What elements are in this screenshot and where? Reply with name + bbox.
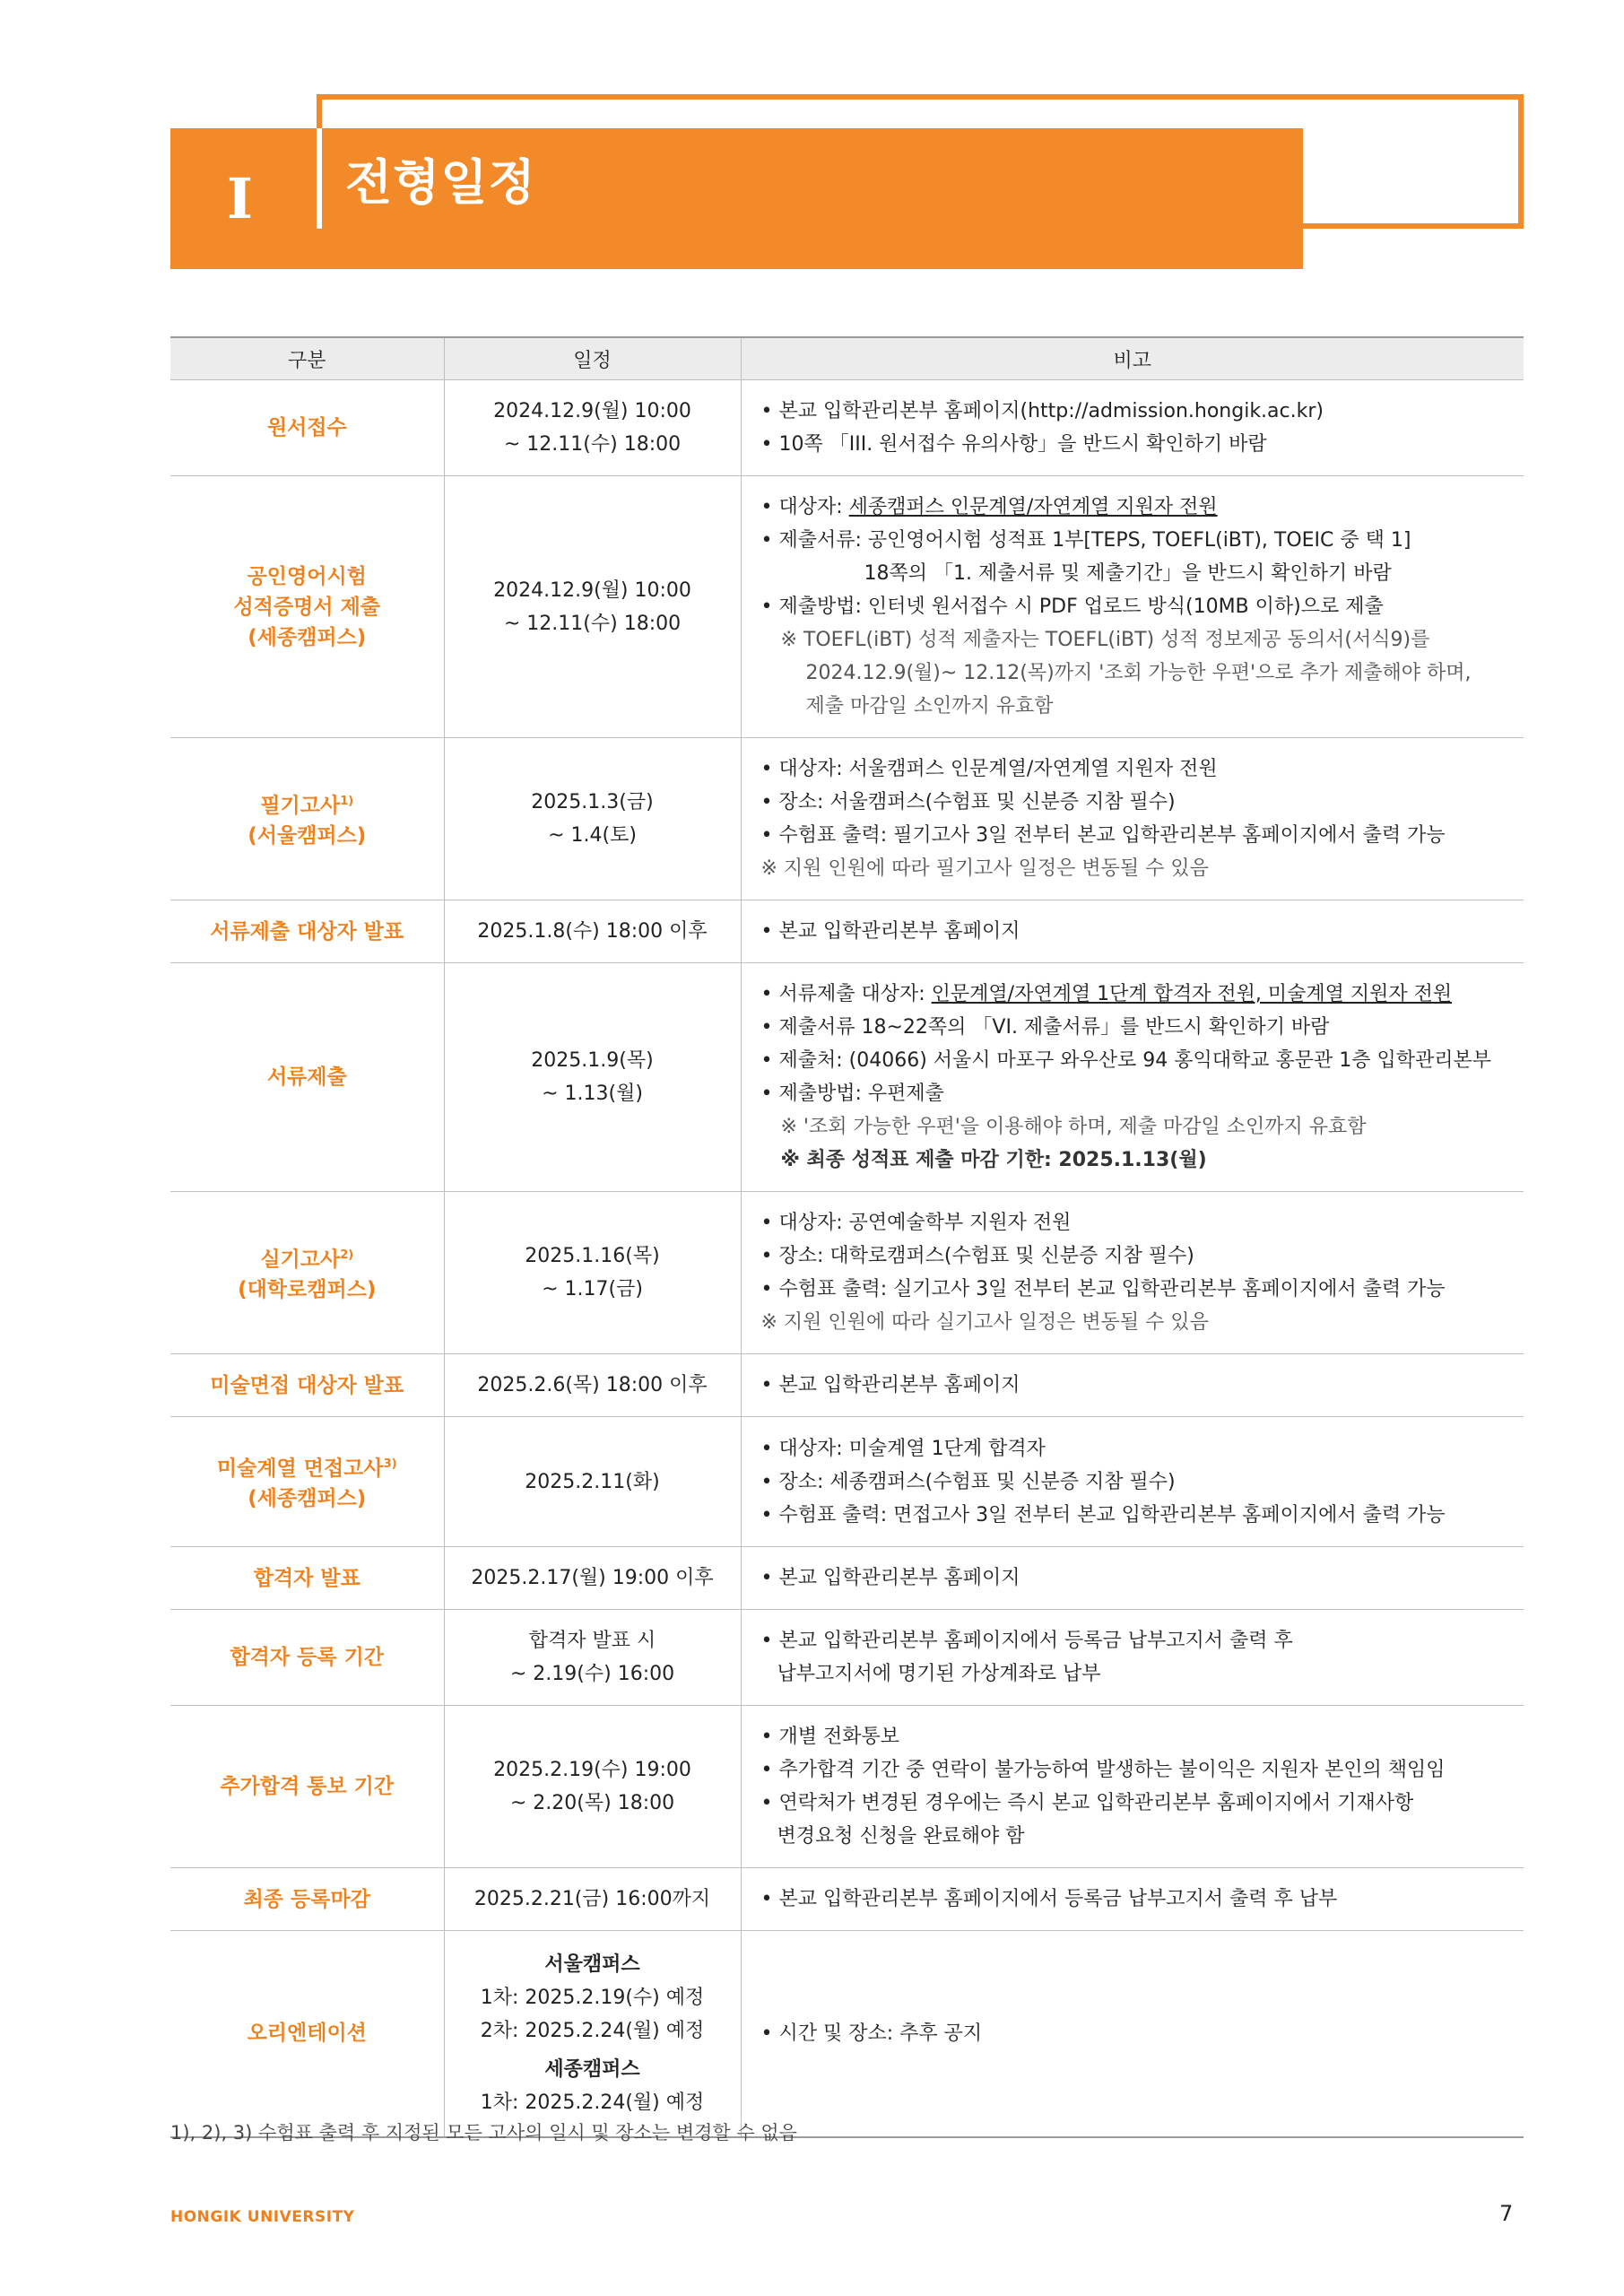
remark-line: • 연락처가 변경된 경우에는 즉시 본교 입학관리본부 홈페이지에서 기재사항 bbox=[761, 1787, 1524, 1820]
remarks-cell bbox=[741, 1354, 1524, 1417]
category-cell bbox=[170, 1868, 444, 1931]
section-numeral: I bbox=[226, 166, 253, 231]
remark-line: ※ 지원 인원에 따라 실기고사 일정은 변동될 수 있음 bbox=[760, 1311, 1209, 1334]
category-label: 합격자 발표 bbox=[253, 1566, 360, 1590]
remarks-cell bbox=[741, 1192, 1524, 1354]
footnote-marker: 1) bbox=[340, 794, 354, 808]
date-line: ~ 2.20(목) 18:00 bbox=[509, 1792, 675, 1814]
remark-line: • 수험표 출력: 실기고사 3일 전부터 본교 입학관리본부 홈페이지에서 출력 가능 bbox=[761, 1273, 1524, 1306]
category-sublabel: (대학로캠퍼스) bbox=[238, 1278, 377, 1302]
remark-line: ※ 지원 인원에 따라 필기고사 일정은 변동될 수 있음 bbox=[760, 857, 1209, 880]
remark-line: • 본교 입학관리본부 홈페이지 bbox=[761, 1561, 1524, 1595]
remarks-cell bbox=[741, 1547, 1524, 1610]
remark-line: • 대상자: 공연예술학부 지원자 전원 bbox=[761, 1206, 1524, 1239]
table-header-row bbox=[170, 337, 1524, 380]
remarks-cell bbox=[741, 1931, 1524, 2137]
category-sublabel: (서울캠퍼스) bbox=[248, 824, 367, 848]
remark-line: • 수험표 출력: 면접고사 3일 전부터 본교 입학관리본부 홈페이지에서 출력 가능 bbox=[761, 1499, 1524, 1532]
remark-line: • 대상자: 서울캠퍼스 인문계열/자연계열 지원자 전원 bbox=[761, 752, 1524, 786]
schedule-cell bbox=[444, 1868, 741, 1931]
category-label: 미술면접 대상자 발표 bbox=[210, 1373, 404, 1397]
remark-line: 제출 마감일 소인까지 유효함 bbox=[805, 695, 1054, 718]
category-cell bbox=[170, 1610, 444, 1706]
category-cell bbox=[170, 1931, 444, 2137]
category-label: 서류제출 bbox=[266, 1065, 347, 1089]
remarks-cell bbox=[741, 380, 1524, 476]
underlined-phrase: 세종캠퍼스 인문계열/자연계열 지원자 전원 bbox=[848, 496, 1218, 518]
remark-line: • 본교 입학관리본부 홈페이지 bbox=[761, 915, 1524, 948]
table-row bbox=[170, 1610, 1524, 1706]
remark-line: • 장소: 세종캠퍼스(수험표 및 신분증 지참 필수) bbox=[761, 1465, 1524, 1499]
remarks-cell bbox=[741, 476, 1524, 738]
page-title: 전형일정 bbox=[345, 153, 536, 211]
remark-line: • 수험표 출력: 필기고사 3일 전부터 본교 입학관리본부 홈페이지에서 출력 가능 bbox=[761, 819, 1524, 852]
header-schedule: 일정 bbox=[444, 337, 741, 380]
remark-line: • 제출방법: 우편제출 bbox=[761, 1077, 1524, 1110]
remark-line: • 장소: 서울캠퍼스(수험표 및 신분증 지참 필수) bbox=[761, 786, 1524, 819]
schedule-cell bbox=[444, 1706, 741, 1868]
remark-line: • 본교 입학관리본부 홈페이지(http://admission.hongik.ac.kr) bbox=[761, 395, 1524, 428]
table-row bbox=[170, 1192, 1524, 1354]
date-line: 2025.1.3(금) bbox=[531, 791, 654, 813]
schedule-cell bbox=[444, 380, 741, 476]
schedule-cell bbox=[444, 1354, 741, 1417]
table-row bbox=[170, 900, 1524, 963]
header-category: 구분 bbox=[170, 337, 444, 380]
date-line: 2025.2.21(금) 16:00까지 bbox=[473, 1888, 711, 1910]
schedule-cell bbox=[444, 1192, 741, 1354]
remarks-cell bbox=[741, 1706, 1524, 1868]
underlined-phrase: 인문계열/자연계열 1단계 합격자 전원, 미술계열 지원자 전원 bbox=[931, 983, 1453, 1005]
date-line: 2025.1.9(목) bbox=[531, 1049, 654, 1072]
schedule-cell bbox=[444, 1417, 741, 1547]
remark-line: 18쪽의 「1. 제출서류 및 제출기간」을 반드시 확인하기 바람 bbox=[864, 562, 1392, 585]
date-line: 2025.1.16(목) bbox=[525, 1245, 660, 1267]
remark-line: • 제출처: (04066) 서울시 마포구 와우산로 94 홍익대학교 홍문관 1층 입학관리본부 bbox=[761, 1044, 1524, 1077]
table-row bbox=[170, 738, 1524, 900]
category-cell bbox=[170, 1547, 444, 1610]
category-cell bbox=[170, 1417, 444, 1547]
date-line: ~ 12.11(수) 18:00 bbox=[503, 612, 682, 635]
table-row bbox=[170, 1931, 1524, 2137]
date-line: 2025.2.17(월) 19:00 이후 bbox=[471, 1567, 714, 1589]
date-line: 2차: 2025.2.24(월) 예정 bbox=[480, 2019, 705, 2042]
date-line: ~ 1.17(금) bbox=[542, 1278, 643, 1300]
date-line: ~ 1.4(토) bbox=[548, 824, 637, 847]
date-line: 2025.2.19(수) 19:00 bbox=[493, 1759, 691, 1781]
table-row bbox=[170, 1417, 1524, 1547]
schedule-cell bbox=[444, 738, 741, 900]
category-cell bbox=[170, 1354, 444, 1417]
date-line: 2025.2.6(목) 18:00 이후 bbox=[477, 1374, 708, 1396]
category-cell bbox=[170, 963, 444, 1192]
schedule-table bbox=[170, 336, 1524, 2138]
category-sublabel: (세종캠퍼스) bbox=[248, 1487, 367, 1511]
table-row bbox=[170, 476, 1524, 738]
category-label: 추가합격 통보 기간 bbox=[220, 1775, 395, 1798]
date-line: 2024.12.9(월) 10:00 bbox=[493, 400, 691, 422]
remark-line: • 10쪽 「III. 원서접수 유의사항」을 반드시 확인하기 바람 bbox=[761, 428, 1524, 461]
remark-line: • 추가합격 기간 중 연락이 불가능하여 발생하는 불이익은 지원자 본인의 책임임 bbox=[761, 1753, 1524, 1787]
remark-line: • 본교 입학관리본부 홈페이지 bbox=[761, 1369, 1524, 1402]
remarks-cell bbox=[741, 1868, 1524, 1931]
table-row bbox=[170, 1354, 1524, 1417]
remarks-cell bbox=[741, 738, 1524, 900]
category-label: 합격자 등록 기간 bbox=[230, 1646, 385, 1669]
date-line: 1차: 2025.2.24(월) 예정 bbox=[480, 2091, 705, 2114]
schedule-cell bbox=[444, 1610, 741, 1706]
remark-line: ※ '조회 가능한 우편'을 이용해야 하며, 제출 마감일 소인까지 유효함 bbox=[780, 1116, 1367, 1138]
remark-line: • 서류제출 대상자: 인문계열/자연계열 1단계 합격자 전원, 미술계열 지원자 전원 bbox=[761, 978, 1524, 1011]
remarks-cell bbox=[741, 1417, 1524, 1547]
remark-line: • 제출서류 18~22쪽의 「VI. 제출서류」를 반드시 확인하기 바람 bbox=[761, 1011, 1524, 1044]
date-line: ~ 1.13(월) bbox=[542, 1083, 643, 1105]
category-cell bbox=[170, 476, 444, 738]
remark-line: • 대상자: 세종캠퍼스 인문계열/자연계열 지원자 전원 bbox=[761, 491, 1524, 524]
category-cell bbox=[170, 738, 444, 900]
category-cell bbox=[170, 900, 444, 963]
date-line: 1차: 2025.2.19(수) 예정 bbox=[480, 1986, 705, 2009]
category-label: 최종 등록마감 bbox=[243, 1887, 370, 1911]
footer-university: HONGIK UNIVERSITY bbox=[170, 2208, 355, 2226]
schedule-cell bbox=[444, 900, 741, 963]
footnote-marker: 2) bbox=[340, 1248, 354, 1262]
campus-sejong-title: 세종캠퍼스 bbox=[544, 2057, 640, 2081]
table-row bbox=[170, 380, 1524, 476]
schedule-cell bbox=[444, 1931, 741, 2137]
category-label: 필기고사 bbox=[260, 794, 341, 818]
category-cell bbox=[170, 1192, 444, 1354]
category-cell bbox=[170, 1706, 444, 1868]
table-row bbox=[170, 1706, 1524, 1868]
remark-line: • 대상자: 미술계열 1단계 합격자 bbox=[761, 1432, 1524, 1465]
remark-line: • 본교 입학관리본부 홈페이지에서 등록금 납부고지서 출력 후 납부 bbox=[761, 1883, 1524, 1916]
date-line: 2024.12.9(월) 10:00 bbox=[493, 578, 691, 602]
category-label: 실기고사 bbox=[260, 1248, 341, 1272]
title-bar bbox=[170, 128, 1303, 269]
category-label: 미술계열 면접고사 bbox=[216, 1457, 384, 1481]
schedule-cell bbox=[444, 1547, 741, 1610]
category-label: 서류제출 대상자 발표 bbox=[210, 919, 404, 944]
remark-line: • 제출방법: 인터넷 원서접수 시 PDF 업로드 방식(10MB 이하)으로 제출 bbox=[761, 590, 1524, 623]
date-line: ~ 12.11(수) 18:00 bbox=[503, 433, 682, 456]
category-label: 공인영어시험 성적증명서 제출 (세종캠퍼스) bbox=[233, 564, 381, 649]
remark-line: • 장소: 대학로캠퍼스(수험표 및 신분증 지참 필수) bbox=[761, 1239, 1524, 1273]
remarks-cell bbox=[741, 963, 1524, 1192]
footnote: 1), 2), 3) 수험표 출력 후 지정된 모든 고사의 일시 및 장소는 변경할 수 없음 bbox=[170, 2122, 797, 2144]
header-remarks: 비고 bbox=[741, 337, 1524, 380]
category-label: 원서접수 bbox=[266, 416, 347, 439]
date-line: ~ 2.19(수) 16:00 bbox=[509, 1663, 675, 1685]
page-number: 7 bbox=[1499, 2201, 1514, 2226]
table-row bbox=[170, 1868, 1524, 1931]
date-line: 2025.1.8(수) 18:00 이후 bbox=[477, 920, 708, 943]
remark-line: 납부고지서에 명기된 가상계좌로 납부 bbox=[777, 1663, 1101, 1685]
remark-line: ※ 최종 성적표 제출 마감 기한: 2025.1.13(월) bbox=[780, 1149, 1207, 1171]
remark-line: • 개별 전화통보 bbox=[761, 1720, 1524, 1753]
category-cell bbox=[170, 380, 444, 476]
schedule-table-body bbox=[170, 380, 1524, 2137]
remark-line: • 본교 입학관리본부 홈페이지에서 등록금 납부고지서 출력 후 bbox=[761, 1624, 1524, 1657]
title-divider bbox=[317, 128, 322, 229]
table-row bbox=[170, 963, 1524, 1192]
remark-line: • 시간 및 장소: 추후 공지 bbox=[761, 2017, 1524, 2050]
remarks-cell bbox=[741, 900, 1524, 963]
schedule-cell bbox=[444, 963, 741, 1192]
date-line: 합격자 발표 시 bbox=[528, 1630, 656, 1652]
campus-seoul-title: 서울캠퍼스 bbox=[544, 1952, 640, 1976]
remark-line: 변경요청 신청을 완료해야 함 bbox=[777, 1825, 1025, 1848]
remark-line: • 제출서류: 공인영어시험 성적표 1부[TEPS, TOEFL(iBT), TOEIC 중 택 1] bbox=[761, 524, 1524, 557]
date-line: 2025.2.11(화) bbox=[525, 1470, 660, 1493]
remark-line: 2024.12.9(월)~ 12.12(목)까지 '조회 가능한 우편'으로 추가 제출해야 하며, bbox=[805, 662, 1472, 684]
remark-line: ※ TOEFL(iBT) 성적 제출자는 TOEFL(iBT) 성적 정보제공 동의서(서식9)를 bbox=[780, 629, 1430, 651]
category-label: 오리엔테이션 bbox=[247, 2022, 367, 2046]
schedule-cell bbox=[444, 476, 741, 738]
footnote-marker: 3) bbox=[383, 1457, 397, 1471]
remarks-cell bbox=[741, 1610, 1524, 1706]
table-row bbox=[170, 1547, 1524, 1610]
